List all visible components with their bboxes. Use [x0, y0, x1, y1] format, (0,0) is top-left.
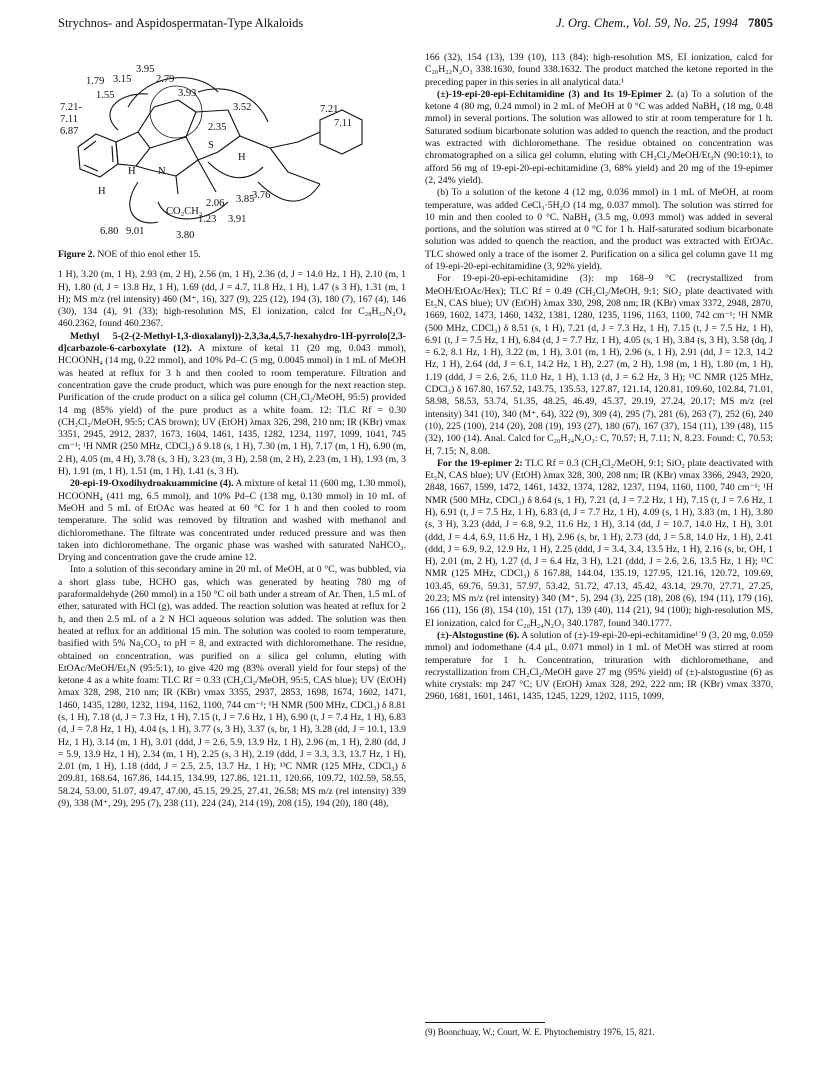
paragraph	[425, 273, 773, 457]
noe-label: 3.15	[113, 74, 132, 85]
noe-label: H	[98, 186, 106, 197]
noe-label: 7.21-	[60, 102, 82, 113]
noe-label: 9.01	[126, 226, 145, 237]
noe-label: 6.87	[60, 126, 79, 137]
noe-label: 2.79	[156, 74, 175, 85]
footnote-text: (9) Boonchuay, W.; Court, W. E. Phytochemistry 1976, 15, 821.	[425, 1027, 655, 1037]
noe-label: 7.21	[320, 104, 339, 115]
noe-label: H	[238, 152, 246, 163]
noe-label: 3.93	[178, 88, 197, 99]
paragraph	[425, 52, 773, 89]
right-paragraphs	[425, 52, 773, 704]
paragraph-text: 166 (32), 154 (13), 139 (10), 113 (84); high-resolution MS, EI ionization, calcd for C₂₀H₂₂N₂O₃ 338.1630, found 338.1632. The product matched the ketone reported in the preceding paper in this series in all analytical data.¹	[425, 52, 773, 88]
left-paragraphs	[58, 269, 406, 810]
paragraph-text: (b) To a solution of the ketone 4 (12 mg, 0.036 mmol) in 1 mL of MeOH, at room temperature, was added CeCl₃·5H₂O (14 mg, 0.037 mmol). The solution was stirred for 10 min and then cooled to 0 °C. NaBH₄ (3.5 mg, 0.093 mmol) was added in several portions, and the solution was stirred at 0 °C for 1 h. Half-saturated sodium bicarbonate solution was added to quench the reaction, and the product was extracted with EtOAc. TLC showed only a trace of the isomer 2. Purification on a silica gel column gave 11 mg of 19-epi-20-epi-echitamidine (3, 92% yield).	[425, 187, 773, 273]
paragraph-heading: For the 19-epimer 2:	[437, 457, 523, 469]
noe-label: 1.79	[86, 76, 105, 87]
caption-label: Figure 2.	[58, 249, 95, 260]
paragraph	[425, 458, 773, 630]
noe-label: 3.80	[176, 230, 195, 241]
phenyl-ring	[320, 110, 362, 154]
paragraph-text: TLC Rf = 0.3 (CH₂Cl₂/MeOH, 9:1; SiO₂ plate deactivated with Et₃N, CAS blue); UV (EtOH) λmax 328, 300, 208 nm; IR (KBr) νmax 3366, 2943, 2920, 2848, 1667, 1599, 1472, 1461, 1432, 1374, 1282, 1237, 1194, 1160, 1100, 740 cm⁻¹; ¹H NMR (500 MHz, CDCl₃) δ 8.64 (s, 1 H), 7.21 (d, J = 7.2 Hz, 1 H), 7.15 (t, J = 7.6 Hz, 1 H), 6.91 (t, J = 7.5 Hz, 1 H), 6.83 (d, J = 7.7 Hz, 1 H), 4.09 (s, 1 H), 3.83 (m, 1 H), 3.80 (s, 3 H), 3.23 (ddd, J = 6.8, 9.2, 11.6 Hz, 1 H), 3.14 (dd, J = 10.7, 14.0 Hz, 1 H), 3.01 (ddd, J = 4.4, 6.9, 11.6 Hz, 1 H), 2.96 (s, br, 1 H), 2.73 (dd, J = 5.8, 14.0 Hz, 1 H), 2.41 (ddd, J = 6.9, 9.2, 12.9 Hz, 1 H), 2.25 (ddd, J = 3.4, 3.4, 13.5 Hz, 1 H), 2.16 (s, br, OH, 1 H), 2.01 (m, 2 H), 1.27 (d, J = 6.4 Hz, 3 H), 1.21 (ddd, J = 2.6, 2.6, 13.5 Hz, 1 H); ¹³C NMR (125 MHz, CDCl₃) δ 167.88, 144.04, 135.19, 127.95, 121.16, 120.72, 109.69, 103.45, 69.76, 59.31, 57.97, 53.42, 51.72, 47.13, 45.42, 43.14, 29.70, 27.71, 27.25, 20.23; MS m/z (rel intensity) 340 (M⁺, 5), 294 (3), 225 (18), 208 (6), 194 (11), 179 (16), 166 (11), 156 (8), 154 (10), 151 (17), 139 (40), 114 (21), 94 (100); high-resolution MS, EI ionization, calcd for C₂₀H₂₄N₂O₃ 340.1787, found 340.1777.	[425, 457, 774, 629]
right-column	[425, 52, 773, 704]
paragraph-text: A mixture of ketal 11 (600 mg, 1.30 mmol), HCOONH₄ (411 mg, 6.5 mmol), and 10% Pd–C (138 mg, 0.130 mmol) in 10 mL of MeOH and 5 mL of EtOAc was heated at 60 °C for 1 h and then cooled to room temperature. The solid was removed by filtration and washed with methanol and dichloromethane. The filtrate was concentrated under reduced pressure and was then taken into dichloromethane. The organic phase was washed with saturated NaHCO₃. Drying and concentration gave the crude amine 12.	[58, 478, 407, 564]
journal-citation	[556, 16, 773, 31]
noe-label: 3.95	[136, 64, 155, 75]
paragraph-text: A solution of (±)-19-epi-20-epi-echitamidine¹˙9 (3, 20 mg, 0.059 mmol) and iodomethane (4.4 μL, 0.071 mmol) in 1 mL of MeOH was stirred at room temperature for 1 h. Concentration, trituration with dichloromethane, and recrystallization from CH₂Cl₂/MeOH gave 27 mg (95% yield) of (±)-alstogustine (6) as white crystals: mp 247 °C; UV (EtOH) λmax 328, 292, 222 nm; IR (KBr) νmax 3370, 2960, 1681, 1601, 1461, 1435, 1245, 1229, 1202, 1115, 1099,	[425, 629, 773, 703]
noe-label: 2.35	[208, 122, 227, 133]
footnote	[425, 1022, 773, 1037]
running-title: Strychnos- and Aspidospermatan-Type Alkaloids	[58, 16, 304, 30]
paragraph-heading: Methyl 5-(2-(2-Methyl-1,3-dioxalanyl))-2,3,3a,4,5,7-hexahydro-1H-pyrrolo[2,3-d]carbazole-6-carboxylate (12).	[58, 330, 406, 355]
paragraph-heading: (±)-19-epi-20-epi-Echitamidine (3) and Its 19-Epimer 2.	[437, 88, 674, 100]
paragraph	[58, 564, 406, 810]
indoline-ring	[116, 132, 150, 166]
paragraph-text: A mixture of ketal 11 (20 mg, 0.043 mmol), HCOONH₄ (14 mg, 0.22 mmol), and 10% Pd–C (5 mg, 0.0045 mmol) in 1 mL of MeOH was heated at reflux for 3 h and then cooled to room temperature. Filtration and concentration gave the crude product, which was pure enough for the next reaction step. Purification of the crude product on a silica gel column (CH₂Cl₂/MeOH, 95:5) provided 14 mg (85% yield) of the pure product as a white foam. 12: TLC Rf = 0.30 (CH₂Cl₂/MeOH, 95:5; CAS brown); UV (EtOH) λmax 326, 298, 210 nm; IR (KBr) νmax 3351, 2945, 2912, 2837, 1673, 1604, 1461, 1435, 1282, 1234, 1197, 1099, 1041, 745 cm⁻¹; ¹H NMR (250 MHz, CDCl₃) δ 9.18 (s, 1 H), 7.30 (m, 1 H), 7.17 (m, 1 H), 6.90 (m, 2 H), 4.05 (m, 4 H), 3.78 (s, 3 H), 3.23 (m, 3 H), 2.58 (m, 2 H), 2.23 (m, 1 H), 1.93 (m, 3 H), 1.91 (m, 1 H), 1.51 (m, 1 H), 1.41 (s, 3 H).	[58, 343, 406, 478]
left-column	[58, 52, 406, 810]
figure-2	[58, 52, 406, 247]
paragraph	[425, 187, 773, 273]
noe-label: S	[208, 140, 214, 151]
noe-structure-diagram	[58, 52, 406, 247]
figure-caption	[58, 249, 406, 261]
noe-label: H	[128, 166, 136, 177]
paragraph-heading: (±)-Alstogustine (6).	[437, 629, 520, 641]
paragraph	[425, 89, 773, 187]
noe-label: 3.85	[236, 194, 255, 205]
noe-label: 7.11	[60, 114, 78, 125]
paragraph-text: 1 H), 3.20 (m, 1 H), 2.93 (m, 2 H), 2.56 (m, 1 H), 2.36 (d, J = 14.0 Hz, 1 H), 2.10 (m, 1 H), 1.80 (d, J = 13.8 Hz, 1 H), 1.69 (dd, J = 4.7, 11.8 Hz, 1 H), 1.47 (s 3 H), 1.31 (m, 1 H); MS m/z (rel intensity) 460 (M⁺, 16), 327 (9), 225 (12), 194 (3), 180 (7), 167 (4), 146 (30), 134 (4), 91 (33); high-resolution MS, EI ionization, calcd for C₂₈H₃₂N₂O₄ 460.2362, found 460.2367.	[58, 269, 406, 330]
paragraph	[58, 331, 406, 479]
noe-label: 1.55	[96, 90, 115, 101]
noe-label: N	[158, 166, 166, 177]
noe-label: 6.80	[100, 226, 119, 237]
page-number: 7805	[748, 16, 773, 30]
caption-text: NOE of thio enol ether 15.	[97, 249, 201, 260]
noe-label: 1.23	[198, 214, 217, 225]
running-header	[58, 16, 773, 34]
noe-label: 3.52	[233, 102, 252, 113]
paragraph	[58, 269, 406, 330]
noe-label: CO₂CH₃	[166, 206, 203, 217]
paragraph-text: (a) To a solution of the ketone 4 (80 mg, 0.24 mmol) in 2 mL of MeOH at 0 °C was added NaBH₄ (18 mg, 0.48 mmol) in several portions. The solution was allowed to stir at room temperature for 1 h. Saturated sodium bicarbonate solution was added to quench the reaction, and the product was extracted with dichloromethane. The residue obtained on concentration was chromatographed on a silica gel column, eluting with CH₂Cl₂/MeOH/Et₃N (90:10:1), to afford 56 mg of 19-epi-20-epi-echitamidine (3, 68% yield) and 20 mg of the 19-epimer (2, 24% yield).	[425, 88, 773, 186]
noe-label: 7.11	[334, 118, 352, 129]
paragraph-text: For 19-epi-20-epi-echitamidine (3): mp 168–9 °C (recrystallized from MeOH/EtOAc/Hex); TLC Rf = 0.49 (CH₂Cl₂/MeOH, 9:1; SiO₂ plate deactivated with Et₃N, CAS blue); UV (EtOH) λmax 330, 298, 208 nm; IR (KBr) νmax 3372, 2948, 2870, 1669, 1602, 1473, 1460, 1432, 1381, 1280, 1235, 1196, 1163, 1100, 742 cm⁻¹; ¹H NMR (500 MHz, CDCl₃) δ 8.51 (s, 1 H), 7.21 (d, J = 7.3 Hz, 1 H), 7.15 (t, J = 7.5 Hz, 1 H), 6.91 (t, J = 7.5 Hz, 1 H), 6.84 (d, J = 7.7 Hz, 1 H), 4.05 (s, 1 H), 3.84 (s, 3 H), 3.58 (dq, J = 6.2, 8.1 Hz, 1 H), 3.22 (m, 1 H), 3.01 (m, 1 H), 2.96 (s, 1 H), 2.91 (dd, J = 12.3, 14.2 Hz, 1 H), 2.64 (dd, J = 6.1, 14.2 Hz, 1 H), 2.27 (m, 2 H), 1.98 (m, 1 H), 1.80 (m, 1 H), 1.19 (ddd, J = 2.6, 2.6, 11.0 Hz, 1 H), 1.13 (d, J = 6.2 Hz, 3 H); ¹³C NMR (125 MHz, CDCl₃) δ 167.80, 167.52, 143.75, 135.53, 127.87, 121.14, 120.81, 109.60, 102.84, 71.01, 58.98, 58.53, 53.74, 51.35, 48.25, 46.49, 45.37, 29.19, 27.24, 20.17; MS m/z (rel intensity) 341 (10), 340 (M⁺, 64), 322 (9), 309 (4), 295 (7), 281 (6), 263 (7), 252 (6), 240 (10), 225 (100), 214 (20), 208 (19), 193 (27), 180 (67), 167 (37), 154 (11), 139 (48), 115 (32), 100 (14). Anal. Calcd for C₂₀H₂₄N₂O₃: C, 70.57; H, 7.11; N, 8.23. Found: C, 70.53; H, 7.15; N, 8.08.	[425, 273, 773, 457]
paragraph-text: Into a solution of this secondary amine in 20 mL of MeOH, at 0 °C, was bubbled, via a short glass tube, HCHO gas, which was generated by heating 780 mg of paraformaldehyde (260 mmol) in a 150 °C oil bath under a stream of Ar. Then, 1.5 mL of ether, saturated with HCl (g), was added. The reaction solution was heated at reflux for 2 h, and then 2.5 mL of a 2 N HCl aqueous solution was added. The solution was then heated at reflux for an additional 15 min. The solution was cooled to room temperature, basified with 5% Na₂CO₃ to pH = 8, and extracted with dichloromethane. The residue, obtained on concentration, was purified on a silica gel column, eluting with EtOAc/MeOH/Et₃N (95:5:1), to give 420 mg (83% overall yield for four steps) of the ketone 4 as a white foam: TLC Rf = 0.33 (CH₂Cl₂/MeOH, 95:5, CAS blue); UV (EtOH) λmax 328, 298, 210 nm; IR (KBr) νmax 3355, 2937, 2853, 1698, 1674, 1602, 1471, 1460, 1435, 1280, 1232, 1194, 1162, 1100, 744 cm⁻¹; ¹H NMR (500 MHz, CDCl₃) δ 8.81 (s, 1 H), 7.18 (d, J = 7.3 Hz, 1 H), 7.15 (t, J = 7.6 Hz, 1 H), 6.90 (t, J = 7.4 Hz, 1 H), 6.83 (d, J = 7.8 Hz, 1 H), 4.04 (s, 1 H), 3.77 (s, 3 H), 3.37 (s, br, 1 H), 3.28 (dd, J = 10.1, 13.9 Hz, 1 H), 3.14 (m, 1 H), 3.01 (ddd, J = 2.6, 5.9, 13.9 Hz, 1 H), 2.96 (m, 1 H), 2.80 (dd, J = 5.9, 13.9 Hz, 1 H), 2.34 (m, 1 H), 2.25 (s, 3 H), 2.19 (ddd, J = 3.3, 3.3, 13.7 Hz, 1 H), 2.01 (m, 1 H), 1.18 (ddd, J = 2.5, 2.5, 13.7 Hz, 1 H); ¹³C NMR (125 MHz, CDCl₃) δ 209.81, 168.64, 167.86, 144.15, 134.99, 127.86, 121.11, 120.66, 109.72, 102.59, 58.55, 58.24, 53.00, 51.07, 49.47, 47.00, 45.15, 29.25, 27.41, 26.58; MS m/z (rel intensity) 339 (9), 338 (M⁺, 29), 295 (7), 238 (11), 224 (24), 214 (19), 208 (15), 194 (20), 180 (48),	[58, 564, 406, 810]
paragraph	[425, 630, 773, 704]
noe-label: 2.06	[206, 198, 225, 209]
noe-label: 3.76	[252, 190, 271, 201]
journal-name: J. Org. Chem., Vol. 59, No. 25, 1994	[556, 16, 738, 30]
paragraph	[58, 478, 406, 564]
paragraph-heading: 20-epi-19-Oxodihydroakuammicine (4).	[70, 478, 234, 490]
noe-label: 3.91	[228, 214, 247, 225]
